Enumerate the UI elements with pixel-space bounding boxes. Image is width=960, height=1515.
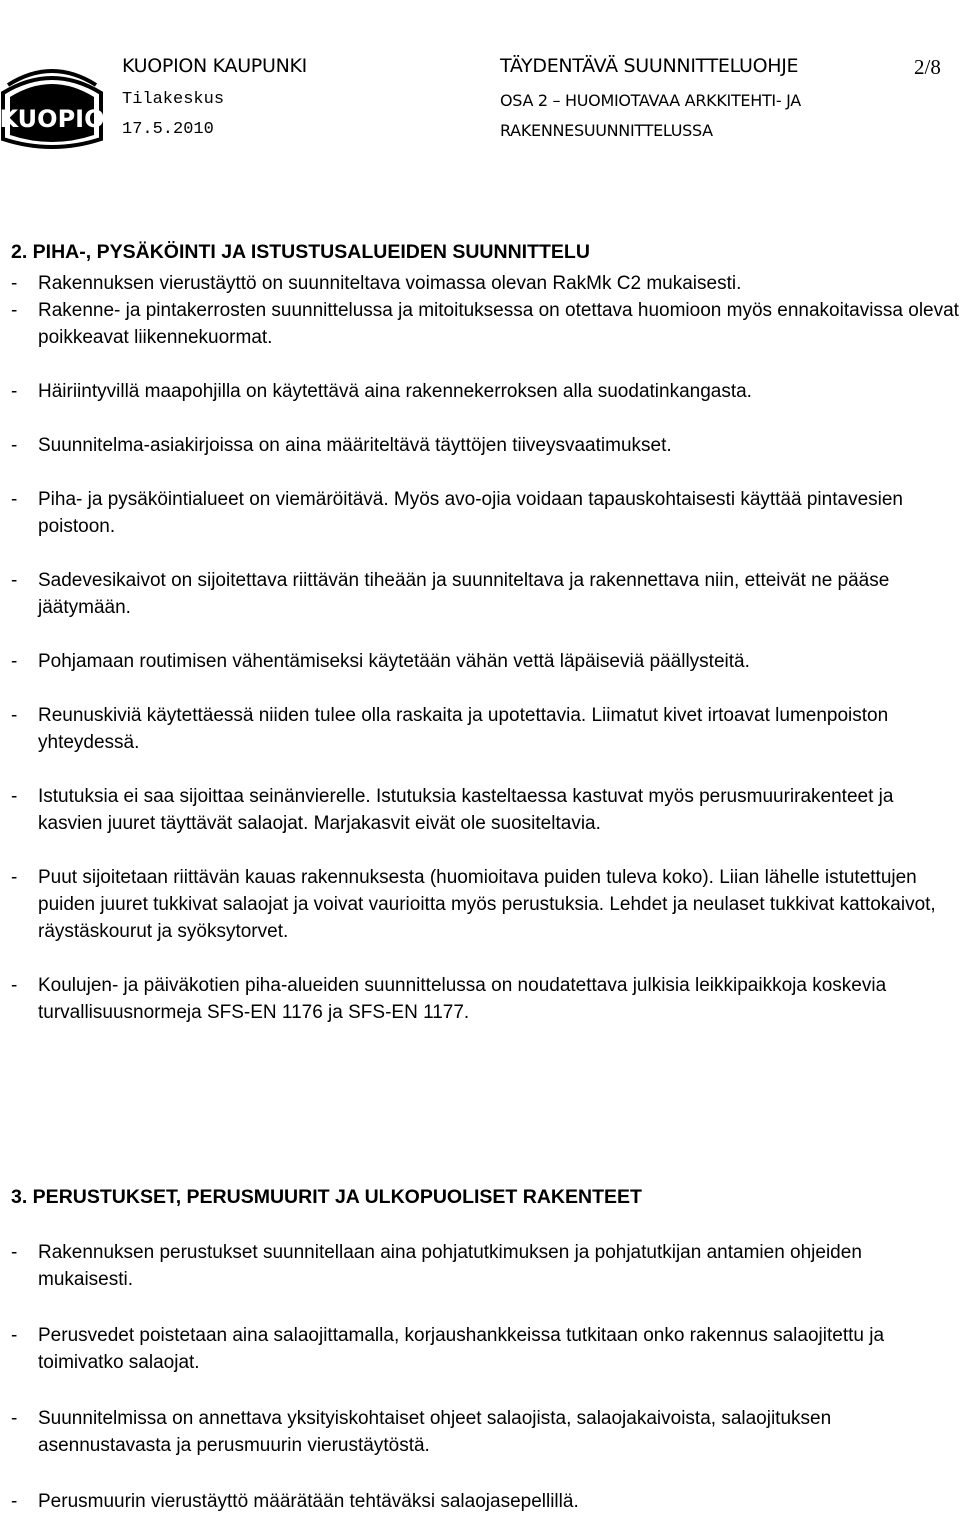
list-item: - Rakennuksen perustukset suunnitellaan aina pohjatutkimuksen ja pohjatutkijan antamien ohjeiden mukaisesti. [11, 1239, 960, 1293]
list-item: - Suunnitelma-asiakirjoissa on aina määriteltävä täyttöjen tiiveysvaatimukset. [11, 432, 960, 459]
svg-text:KUOPIO: KUOPIO [0, 105, 104, 133]
kuopio-logo [0, 55, 104, 155]
list-item: - Perusmuurin vierustäyttö määrätään tehtäväksi salaojasepellillä. [11, 1488, 960, 1515]
list-item: - Pohjamaan routimisen vähentämiseksi käytetään vähän vettä läpäiseviä päällysteitä. [11, 648, 960, 675]
list-item: - Piha- ja pysäköintialueet on viemäröitävä. Myös avo-ojia voidaan tapauskohtaisesti käyttää pintavesien poistoon. [11, 486, 960, 540]
list-item: - Koulujen- ja päiväkotien piha-alueiden suunnittelussa on noudatettava julkisia leikkipaikkoja koskevia turvallisuusnormeja SFS-EN 1176 ja SFS-EN 1177. [11, 972, 960, 1026]
list-item: - Sadevesikaivot on sijoitettava riittävän tiheään ja suunniteltava ja rakennettava niin, etteivät ne pääse jäätymään. [11, 567, 960, 621]
document-part-line1: OSA 2 – HUOMIOTAVAA ARKKITEHTI- JA [500, 91, 801, 110]
list-item: - Puut sijoitetaan riittävän kauas rakennuksesta (huomioitava puiden tuleva koko). Liian lähelle istutettujen puiden juuret tukkivat salaojat ja voivat vaurioitta myös perustuksia. Lehdet ja neulaset tukkivat kattokaivot, räystäskourut ja syöksytorvet. [11, 864, 960, 945]
page-number: 2/8 [914, 55, 941, 79]
section-heading: 3. PERUSTUKSET, PERUSMUURIT JA ULKOPUOLISET RAKENTEET [11, 1186, 642, 1208]
list-item: - Perusvedet poistetaan aina salaojittamalla, korjaushankkeissa tutkitaan onko rakennus salaojitettu ja toimivatko salaojat. [11, 1322, 960, 1376]
list-item: - Rakennuksen vierustäyttö on suunniteltava voimassa olevan RakMk C2 mukaisesti. [11, 270, 960, 297]
unit-name: Tilakeskus [122, 90, 225, 109]
bullet-list [11, 1239, 960, 1515]
document-part-line2: RAKENNESUUNNITTELUSSA [500, 121, 713, 140]
list-item: - Häiriintyvillä maapohjilla on käytettävä aina rakennekerroksen alla suodatinkangasta. [11, 378, 960, 405]
list-item: - Rakenne- ja pintakerrosten suunnittelussa ja mitoituksessa on otettava huomioon myös ennakoitavissa olevat poikkeavat liikennekuormat. [11, 297, 960, 351]
list-item: - Reunuskiviä käytettäessä niiden tulee olla raskaita ja upotettavia. Liimatut kivet irtoavat lumenpoiston yhteydessä. [11, 702, 960, 756]
bullet-list [11, 270, 960, 1026]
list-item: - Suunnitelmissa on annettava yksityiskohtaiset ohjeet salaojista, salaojakaivoista, salaojituksen asennustavasta ja perusmuurin vierustäytöstä. [11, 1405, 960, 1459]
list-item: - Istutuksia ei saa sijoittaa seinänvierelle. Istutuksia kasteltaessa kastuvat myös perusmuurirakenteet ja kasvien juuret täyttävät salaojat. Marjakasvit eivät ole suositeltavia. [11, 783, 960, 837]
document-title: TÄYDENTÄVÄ SUUNNITTELUOHJE [500, 55, 799, 77]
section-heading: 2. PIHA-, PYSÄKÖINTI JA ISTUSTUSALUEIDEN SUUNNITTELU [11, 241, 590, 263]
org-name: KUOPION KAUPUNKI [122, 55, 307, 77]
document-date: 17.5.2010 [122, 120, 214, 139]
